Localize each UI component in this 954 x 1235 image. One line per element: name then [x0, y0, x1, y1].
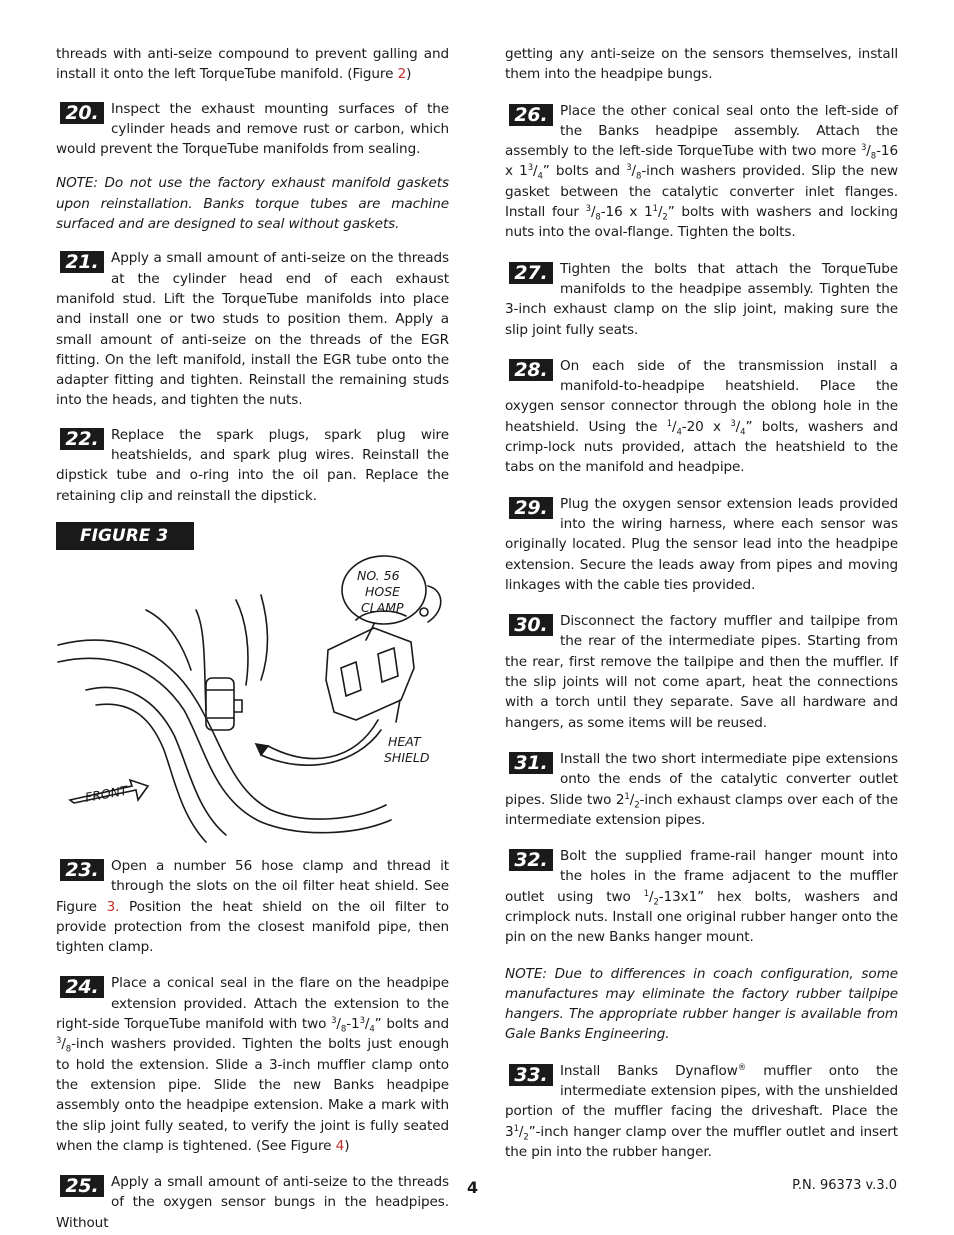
- callout-text: NO. 56: [357, 567, 400, 583]
- step-number: 26.: [509, 104, 553, 126]
- callout-text: HOSE: [365, 583, 401, 599]
- step-number: 25.: [60, 1175, 104, 1197]
- figure-3-label: FIGURE 3: [56, 522, 194, 550]
- step-23: 23. Open a number 56 hose clamp and thread it through the slots on the oil filter heat shield. See Figure 3. Position the heat shield on the oil filter to provide protection from the closest manifold pipe, then tighten clamp.: [56, 857, 449, 956]
- callout-text: SHIELD: [384, 749, 430, 765]
- step-number: 29.: [509, 497, 553, 519]
- oil-filter-heatshield-drawing: [56, 550, 449, 850]
- step-number: 32.: [509, 849, 553, 871]
- front-arrow-label: FRONT: [83, 782, 129, 805]
- figure-2-link[interactable]: 2: [397, 66, 407, 83]
- step-21: 21. Apply a small amount of anti-seize on the threads at the cylinder head end of each exhaust manifold stud. Lift the TorqueTube manifolds into place and install one or two studs to position them. Apply a small amount of anti-seize on the threads of the EGR fitting. On the left manifold, install the EGR tube onto the adapter fitting and tighten. Reinstall the remaining studs into the heads, and tighten the nuts.: [56, 250, 449, 409]
- part-number: P.N. 96373 v.3.0: [792, 1178, 897, 1193]
- figure-3-illustration: [56, 550, 449, 850]
- page-number: 4: [467, 1178, 479, 1197]
- step-25: 25. Apply a small amount of anti-seize to the threads of the oxygen sensor bungs in the headpipes. Without: [56, 1174, 449, 1231]
- right-column: [505, 44, 898, 1162]
- figure-3-link[interactable]: 3.: [106, 898, 120, 915]
- step-number: 30.: [509, 614, 553, 636]
- step-32: 32. Bolt the supplied frame-rail hanger mount into the holes in the frame adjacent to the muffler outlet using two $^1/_2-13x1$” hex bolts, washers and crimplock nuts. Install one original rubber hanger onto the pin on the new Banks hanger mount.: [505, 848, 898, 946]
- step-number: 31.: [509, 752, 553, 774]
- step-24: 24. Place a conical seal in the flare on the headpipe extension provided. Attach the extension to the right-side TorqueTube manifold with two $^3/_8-1^3/_4$” bolts and $^3/_8$-inch washers provided. Tighten the bolts just enough to hold the extension. Slide a 3-inch muffler clamp onto the extension pipe. Slide the new Banks headpipe assembly onto the headpipe extension. Make a mark with the slip joint fully seated, to verify the joint is fully seated when the clamp is tightened. (See Figure 4): [56, 975, 450, 1154]
- step-number: 27.: [509, 262, 553, 284]
- step-27: 27. Tighten the bolts that attach the TorqueTube manifolds to the headpipe assembly. Tighten the 3-inch exhaust clamp on the slip joint, making sure the slip joint fully seats.: [505, 260, 898, 338]
- step-number: 20.: [60, 102, 104, 124]
- step-29: 29. Plug the oxygen sensor extension leads provided into the wiring harness, where each sensor was originally located. Plug the sensor lead into the headpipe extension. Secure the leads away from pipes and moving linkages with the cable ties provided.: [505, 495, 898, 593]
- step-30: 30. Disconnect the factory muffler and tailpipe from the rear of the intermediate pipes. Starting from the rear, first remove the tailpipe and then the muffler. If the slip joints will not come apart, heat the connections with a torch until they separate. Save all hardware and hangers, as some items will be reused.: [505, 613, 898, 731]
- figure-4-link[interactable]: 4: [335, 1137, 345, 1154]
- step-number: 28.: [509, 359, 553, 381]
- callout-text: HEAT: [388, 733, 421, 749]
- right-intro-paragraph: getting any anti-seize on the sensors themselves, install them into the headpipe bungs.: [505, 46, 898, 83]
- note-gaskets: NOTE: Do not use the factory exhaust manifold gaskets upon reinstallation. Banks torque tubes are machine surfaced and are designed to seal without gaskets.: [56, 175, 449, 233]
- step-26: 26. Place the other conical seal onto the left-side of the Banks headpipe assembly. Attach the assembly to the left-side TorqueTube with two more $^3/_8-16$ x $1^3/_4$” bolts and $^3/_8$-inch washers provided. Slip the new gasket between the catalytic converter inlet flanges. Install four $^3/_8-16$ x $1^1/_2$” bolts with washers and locking nuts into the oval-flange. Tighten the bolts.: [505, 102, 898, 241]
- callout-text: CLAMP: [361, 599, 404, 615]
- step-number: 24.: [60, 976, 104, 998]
- note-hangers: NOTE: Due to differences in coach configuration, some manufactures may eliminate the factory rubber tailpipe hangers. The appropriate rubber hanger is available from Gale Banks Engineering.: [505, 965, 898, 1043]
- step-20: 20. Inspect the exhaust mounting surfaces of the cylinder heads and remove rust or carbon, which would prevent the TorqueTube manifolds from sealing.: [56, 100, 449, 158]
- step-28: 28. On each side of the transmission install a manifold-to-headpipe heatshield. Place the oxygen sensor connector through the oblong hole in the heatshield. Using the $^1/_4-20$ x $^3/_4$” bolts, washers and crimp-lock nuts provided, attach the heatshield to the tabs on the manifold and headpipe.: [505, 357, 898, 476]
- step-number: 33.: [509, 1064, 553, 1086]
- step-number: 21.: [60, 251, 104, 273]
- step-22: 22. Replace the spark plugs, spark plug wire heatshields, and spark plug wires. Reinstall the dipstick tube and o-ring into the oil pan. Replace the retaining clip and reinstall the dipstick.: [56, 426, 449, 504]
- left-intro-paragraph: threads with anti-seize compound to prevent galling and install it onto the left TorqueTube manifold. (Figure 2): [56, 46, 449, 83]
- step-33: 33. Install Banks Dynaflow® muffler onto the intermediate extension pipes, with the unshielded portion of the muffler facing the driveshaft. Place the $3^1/_2$”-inch hanger clamp over the muffler outlet and insert the pin into the rubber hanger.: [505, 1062, 899, 1160]
- step-number: 22.: [60, 428, 104, 450]
- left-column: [56, 44, 449, 1233]
- step-number: 23.: [60, 859, 104, 881]
- step-31: 31. Install the two short intermediate pipe extensions onto the ends of the catalytic converter outlet pipes. Slide two $2^1/_2$-inch exhaust clamps over each of the intermediate extension pipes.: [505, 750, 898, 828]
